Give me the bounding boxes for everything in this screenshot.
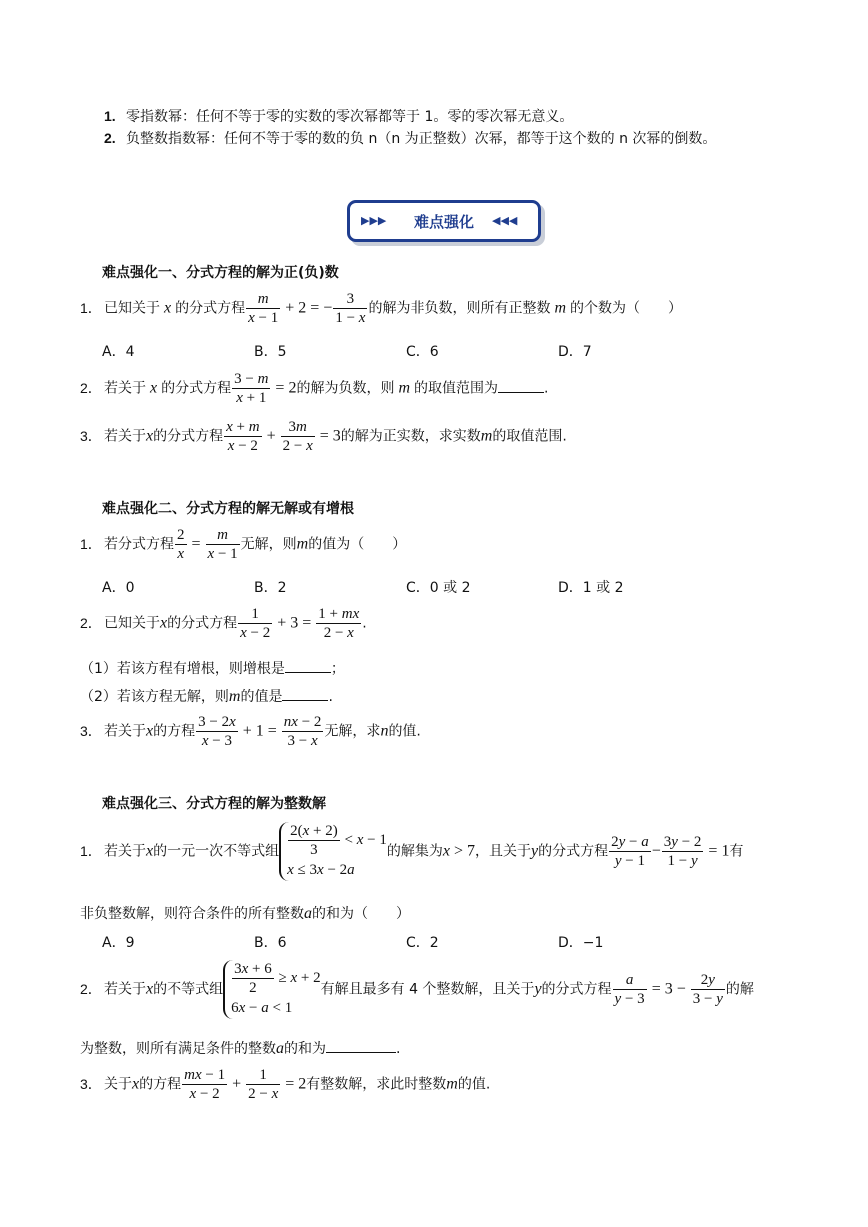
answer-blank[interactable] [285, 660, 331, 673]
intro-item-2: 2. 负整数指数幂：任何不等于零的数的负 n（n 为正整数）次幂，都等于这个数的 n 次幂的倒数。 [104, 130, 717, 147]
option-c[interactable]: C．0 或 2 [406, 580, 471, 596]
answer-blank[interactable] [326, 1040, 396, 1053]
option-b[interactable]: B．2 [254, 580, 287, 596]
section-banner [347, 200, 541, 242]
banner-title: 难点强化 [413, 213, 474, 231]
s3-q2-line2: 为整数，则所有满足条件的整数a的和为 . [80, 1040, 401, 1057]
s1-question-1: 1． 已知关于 x 的分式方程 $\frac{m}{x - 1}$ + 2 = − $\frac{3}{1 - x}$ 的解为非负数，则所有正整数 m 的个数为（ ） [80, 291, 683, 326]
s2-q2-part1: （1）若该方程有增根，则增根是 ； [80, 661, 345, 677]
section-heading-2: 难点强化二、分式方程的解无解或有增根 [102, 501, 354, 517]
answer-blank[interactable] [282, 688, 328, 701]
s3-question-1: 1． 若关于x的一元一次不等式组 $\frac{2(x + 2)}{3}$ < x − 1 x ≤ 3x − 2a 的解集为x > 7，且关于y的分式方程 $\frac{2y - a}{y - 1}$ − $\frac{3y - 2}{1 - y}$ = 1有 [80, 822, 743, 881]
inequality-system: $\frac{2(x + 2)}{3}$ < x − 1 x ≤ 3x − 2a [279, 822, 387, 881]
option-a[interactable]: A．0 [102, 580, 135, 596]
option-b[interactable]: B．6 [254, 935, 287, 951]
s1-question-3: 3． 若关于x的分式方程 $\frac{x + m}{x - 2}$ + $\frac{3m}{2 - x}$ = 3的解为正实数，求实数m的取值范围. [80, 419, 567, 454]
option-c[interactable]: C．6 [406, 344, 439, 360]
right-arrows-icon: ▶▶▶ [361, 214, 387, 227]
s2-question-3: 3． 若关于x的方程 $\frac{3 - 2x}{x - 3}$ + 1 = $\frac{nx - 2}{3 - x}$ 无解，求n的值. [80, 714, 421, 749]
s3-q1-line2: 非负整数解，则符合条件的所有整数a的和为（ ） [80, 905, 410, 922]
section-heading-3: 难点强化三、分式方程的解为整数解 [102, 796, 326, 812]
option-d[interactable]: D．1 或 2 [558, 580, 624, 596]
intro-item-1: 1. 零指数幂：任何不等于零的实数的零次幂都等于 1。零的零次幂无意义。 [104, 108, 574, 125]
option-c[interactable]: C．2 [406, 935, 439, 951]
s2-q2-part2: （2）若该方程无解，则m的值是 . [80, 688, 333, 705]
s2-question-1: 1． 若分式方程 $\frac{2}{x}$ = $\frac{m}{x - 1}$ 无解，则m的值为（ ） [80, 527, 407, 562]
s3-question-2: 2． 若关于x的不等式组 $\frac{3x + 6}{2}$ ≥ x + 2 6x − a < 1 有解且最多有 4 个整数解，且关于y的分式方程 $\frac{a}{y - 3}$ = 3 − $\frac{2y}{3 - y}$ 的解 [80, 960, 754, 1019]
s1-question-2: 2． 若关于 x 的分式方程 $\frac{3 - m}{x + 1}$ = 2的解为负数，则 m 的取值范围为 . [80, 371, 549, 406]
section-heading-1: 难点强化一、分式方程的解为正(负)数 [102, 265, 339, 281]
s1-q1-options [102, 341, 710, 361]
s2-q1-options [102, 577, 710, 597]
left-arrows-icon: ◀◀◀ [492, 214, 518, 227]
s2-question-2: 2． 已知关于x的分式方程 $\frac{1}{x - 2}$ + 3 = $\frac{1 + mx}{2 - x}$ . [80, 606, 367, 641]
s3-q1-options [102, 932, 710, 952]
option-d[interactable]: D．−1 [558, 935, 604, 951]
option-a[interactable]: A．4 [102, 344, 135, 360]
option-d[interactable]: D．7 [558, 344, 592, 360]
option-b[interactable]: B．5 [254, 344, 287, 360]
inequality-system: $\frac{3x + 6}{2}$ ≥ x + 2 6x − a < 1 [223, 960, 321, 1019]
answer-blank[interactable] [498, 380, 544, 393]
s3-question-3: 3． 关于x的方程 $\frac{mx - 1}{x - 2}$ + $\frac{1}{2 - x}$ = 2有整数解，求此时整数m的值. [80, 1067, 491, 1102]
option-a[interactable]: A．9 [102, 935, 135, 951]
